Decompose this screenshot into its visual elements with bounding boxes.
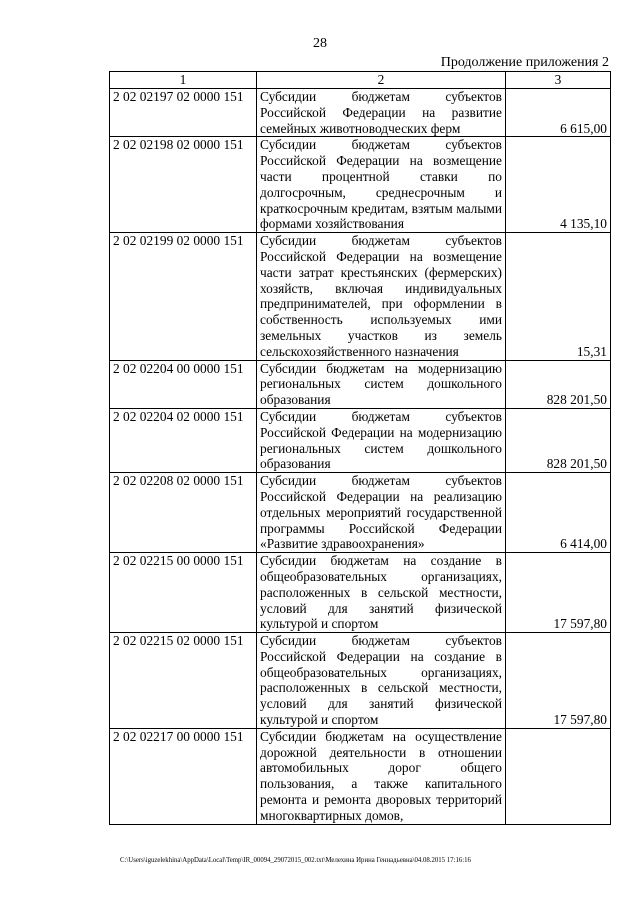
budget-table [109,71,611,825]
budget-amount: 6 615,00 [506,89,611,137]
budget-code: 2 02 02208 02 0000 151 [110,473,257,553]
budget-code: 2 02 02215 02 0000 151 [110,633,257,729]
budget-code: 2 02 02197 02 0000 151 [110,89,257,137]
budget-code: 2 02 02217 00 0000 151 [110,728,257,824]
table-row [110,553,611,633]
budget-amount: 828 201,50 [506,408,611,472]
budget-amount: 4 135,10 [506,137,611,233]
budget-description: Субсидии бюджетам субъектов Российской Федерации на возмещение части процентной ставки по долгосрочным, среднесрочным и краткосрочным кредитам, взятым малыми формами хозяйствования [257,137,506,233]
column-header: 3 [506,72,611,89]
budget-code: 2 02 02215 00 0000 151 [110,553,257,633]
budget-description: Субсидии бюджетам субъектов Российской Федерации на развитие семейных животноводческих ферм [257,89,506,137]
budget-code: 2 02 02204 02 0000 151 [110,408,257,472]
table-row [110,89,611,137]
budget-amount: 15,31 [506,233,611,360]
budget-description: Субсидии бюджетам субъектов Российской Федерации на модернизацию региональных систем дошкольного образования [257,408,506,472]
budget-description: Субсидии бюджетам субъектов Российской Федерации на возмещение части затрат крестьянских (фермерских) хозяйств, включая индивидуальных предпринимателей, при оформлении в собственность используемых ими земельных участков из земель сельскохозяйственного назначения [257,233,506,360]
budget-amount: 17 597,80 [506,633,611,729]
budget-description: Субсидии бюджетам на осуществление дорожной деятельности в отношении автомобильных дорог общего пользования, а также капитального ремонта и ремонта дворовых территорий многоквартирных домов, [257,728,506,824]
table-row [110,473,611,553]
table-row [110,233,611,360]
table-row [110,728,611,824]
document-path-footer: C:\Users\iguzelekhina\AppData\Local\Temp\IR_00094_29072015_002.txt\Мелехина Ирина Геннадьевна\04.08.2015 17:16:16 [120,857,471,864]
budget-code: 2 02 02199 02 0000 151 [110,233,257,360]
budget-amount: 17 597,80 [506,553,611,633]
table-row [110,137,611,233]
budget-amount: 6 414,00 [506,473,611,553]
table-row [110,408,611,472]
continuation-label: Продолжение приложения 2 [440,55,609,70]
page-number: 28 [313,36,327,51]
budget-code: 2 02 02204 00 0000 151 [110,360,257,408]
budget-amount [506,728,611,824]
budget-code: 2 02 02198 02 0000 151 [110,137,257,233]
column-header: 2 [257,72,506,89]
budget-description: Субсидии бюджетам субъектов Российской Федерации на реализацию отдельных мероприятий государственной программы Российской Федерации «Развитие здравоохранения» [257,473,506,553]
table-header-row [110,72,611,89]
table-row [110,360,611,408]
table-row [110,633,611,729]
budget-description: Субсидии бюджетам на модернизацию региональных систем дошкольного образования [257,360,506,408]
budget-amount: 828 201,50 [506,360,611,408]
budget-description: Субсидии бюджетам на создание в общеобразовательных организациях, расположенных в сельской местности, условий для занятий физической культурой и спортом [257,553,506,633]
column-header: 1 [110,72,257,89]
budget-description: Субсидии бюджетам субъектов Российской Федерации на создание в общеобразовательных организациях, расположенных в сельской местности, условий для занятий физической культурой и спортом [257,633,506,729]
